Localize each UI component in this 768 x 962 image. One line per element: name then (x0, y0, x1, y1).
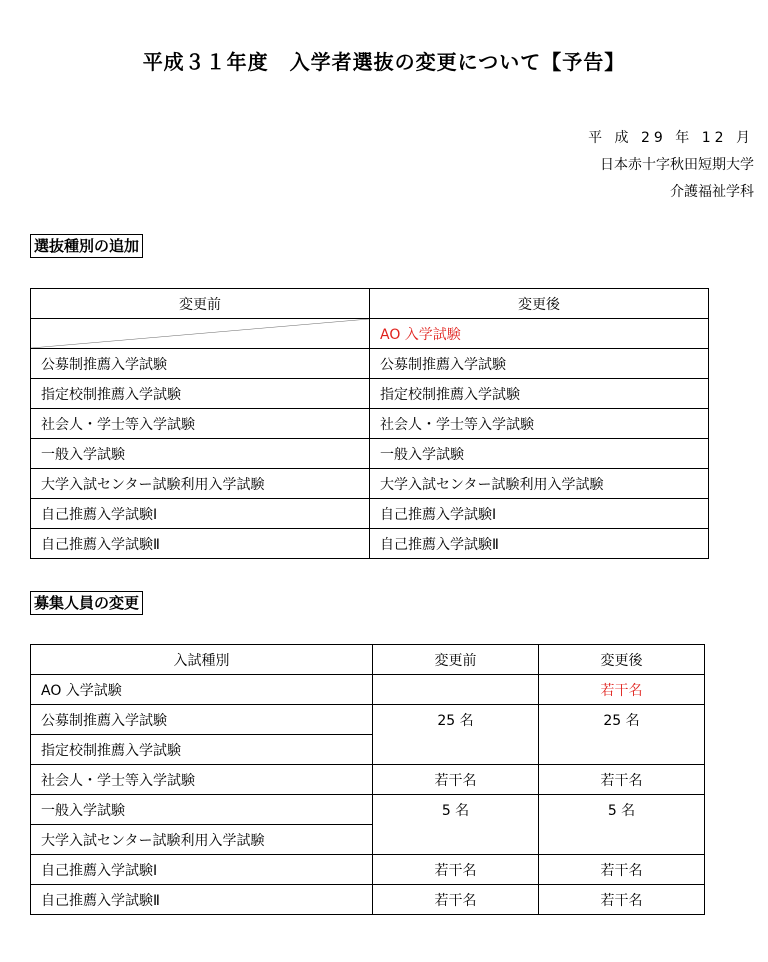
after-cell: 大学入試センター試験利用入学試験 (370, 469, 709, 499)
after-cell: 若干名 (539, 765, 705, 795)
section-heading-enrollment-quota: 募集人員の変更 (30, 591, 143, 615)
before-cell: 指定校制推薦入学試験 (31, 379, 370, 409)
header-info (588, 125, 754, 206)
before-cell: 若干名 (373, 855, 539, 885)
table-row (31, 705, 705, 735)
after-cell: 公募制推薦入学試験 (370, 349, 709, 379)
after-cell: 一般入学試験 (370, 439, 709, 469)
table-row (31, 319, 709, 349)
table-header-row (31, 289, 709, 319)
table-row (31, 379, 709, 409)
table-row (31, 409, 709, 439)
table-row (31, 885, 705, 915)
empty-diagonal-cell (31, 319, 370, 349)
type-cell: 公募制推薦入学試験 (31, 705, 373, 735)
page-title: 平成３１年度 入学者選抜の変更について【予告】 (142, 50, 626, 74)
column-header-after: 変更後 (539, 645, 705, 675)
before-cell: 5 名 (373, 795, 539, 855)
before-cell (373, 675, 539, 705)
table-row (31, 795, 705, 825)
after-cell: 指定校制推薦入学試験 (370, 379, 709, 409)
before-cell: 若干名 (373, 765, 539, 795)
date-line: 平 成 29 年 12 月 (588, 130, 754, 146)
before-cell: 公募制推薦入学試験 (31, 349, 370, 379)
before-cell: 大学入試センター試験利用入学試験 (31, 469, 370, 499)
table-row (31, 499, 709, 529)
before-cell: 自己推薦入学試験Ⅰ (31, 499, 370, 529)
new-item-cell: AO 入学試験 (370, 319, 709, 349)
type-cell: 自己推薦入学試験Ⅱ (31, 885, 373, 915)
table-row (31, 529, 709, 559)
column-header-after: 変更後 (370, 289, 709, 319)
table-row (31, 469, 709, 499)
after-cell: 自己推薦入学試験Ⅰ (370, 499, 709, 529)
type-cell: 自己推薦入学試験Ⅰ (31, 855, 373, 885)
table-row (31, 765, 705, 795)
before-cell: 若干名 (373, 885, 539, 915)
table-row (31, 349, 709, 379)
type-cell: 指定校制推薦入学試験 (31, 735, 373, 765)
enrollment-quota-table (30, 644, 705, 915)
column-header-before: 変更前 (373, 645, 539, 675)
type-cell: 大学入試センター試験利用入学試験 (31, 825, 373, 855)
type-cell: 社会人・学士等入学試験 (31, 765, 373, 795)
before-cell: 25 名 (373, 705, 539, 765)
after-cell: 自己推薦入学試験Ⅱ (370, 529, 709, 559)
selection-types-table (30, 288, 709, 559)
column-header-type: 入試種別 (31, 645, 373, 675)
type-cell: AO 入学試験 (31, 675, 373, 705)
after-cell: 25 名 (539, 705, 705, 765)
table-row (31, 439, 709, 469)
table-header-row (31, 645, 705, 675)
after-cell: 若干名 (539, 885, 705, 915)
diagonal-line (31, 319, 369, 348)
section-heading-selection-types: 選抜種別の追加 (30, 234, 143, 258)
table-row (31, 855, 705, 885)
after-cell: 若干名 (539, 855, 705, 885)
after-cell: 社会人・学士等入学試験 (370, 409, 709, 439)
type-cell: 一般入学試験 (31, 795, 373, 825)
after-cell: 若干名 (539, 675, 705, 705)
table-row (31, 675, 705, 705)
college-name: 日本赤十字秋田短期大学 (600, 157, 754, 173)
before-cell: 一般入学試験 (31, 439, 370, 469)
department-name: 介護福祉学科 (670, 184, 754, 200)
before-cell: 自己推薦入学試験Ⅱ (31, 529, 370, 559)
before-cell: 社会人・学士等入学試験 (31, 409, 370, 439)
after-cell: 5 名 (539, 795, 705, 855)
column-header-before: 変更前 (31, 289, 370, 319)
